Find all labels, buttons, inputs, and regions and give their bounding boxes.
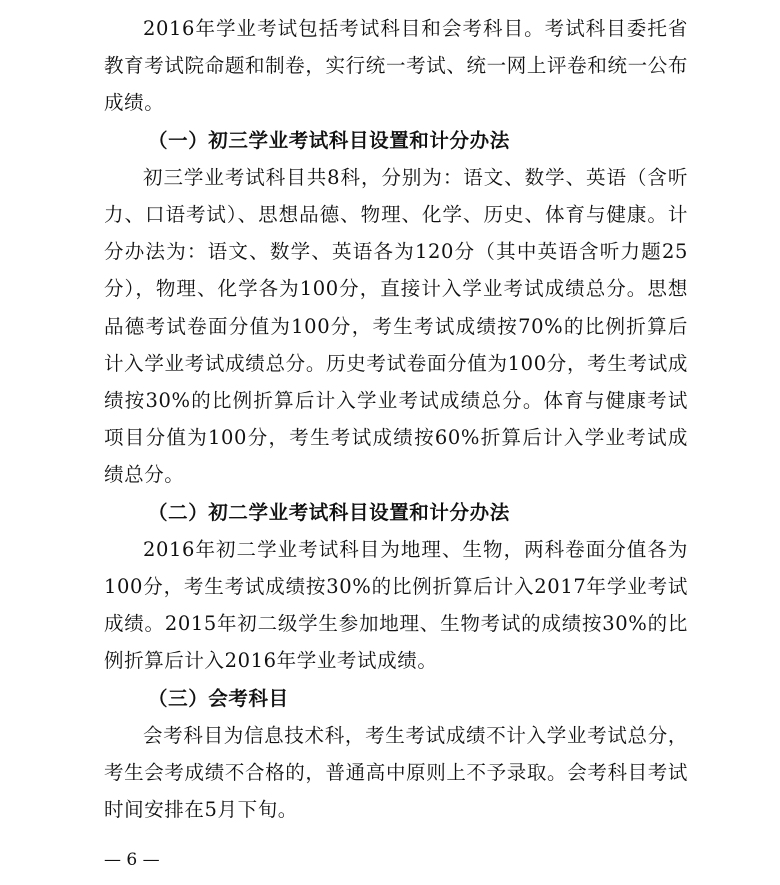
section-heading-huikao: （三）会考科目 [148,686,289,710]
section-heading-grade-three: （一）初三学业考试科目设置和计分办法 [148,128,510,152]
page-number: — 6 — [104,850,160,870]
intro-paragraph: 2016年学业考试包括考试科目和会考科目。考试科目委托省教育考试院命题和制卷，实行统一考试、统一网上评卷和统一公布成绩。 [104,17,688,115]
grade-three-paragraph: 初三学业考试科目共8科，分别为：语文、数学、英语（含听力、口语考试）、思想品德、物理、化学、历史、体育与健康。计分办法为：语文、数学、英语各为120分（其中英语含听力题25分），物理、化学各为100分，直接计入学业考试成绩总分。思想品德考试卷面分值为100分，考生考试成绩按70%的比例折算后计入学业考试成绩总分。历史考试卷面分值为100分，考生考试成绩按30%的比例折算后计入学业考试成绩总分。体育与健康考试项目分值为100分，考生考试成绩按60%折算后计入学业考试成绩总分。 [104,165,688,487]
huikao-paragraph: 会考科目为信息技术科，考生考试成绩不计入学业考试总分，考生会考成绩不合格的，普通高中原则上不予录取。会考科目考试时间安排在5月下旬。 [104,723,688,822]
section-heading-grade-two: （二）初二学业考试科目设置和计分办法 [148,500,510,524]
grade-two-paragraph: 2016年初二学业考试科目为地理、生物，两科卷面分值各为100分，考生考试成绩按30%的比例折算后计入2017年学业考试成绩。2015年初二级学生参加地理、生物考试的成绩按30%的比例折算后计入2016年学业考试成绩。 [104,537,688,673]
document-body [104,10,688,828]
